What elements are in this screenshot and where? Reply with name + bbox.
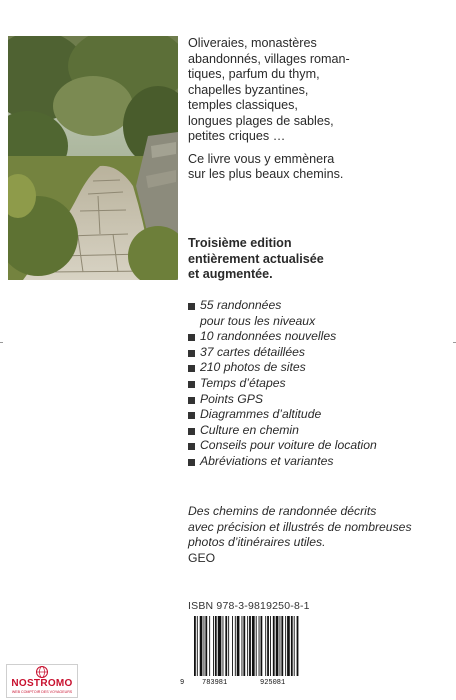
feature-item <box>188 438 450 454</box>
edition-heading <box>188 236 450 283</box>
feature-text: Conseils pour voiture de location <box>200 438 377 453</box>
text-line: Oliveraies, monastères <box>188 36 317 50</box>
text-line: tiques, parfum du thym, <box>188 67 320 81</box>
stone-path-photo <box>8 36 178 280</box>
feature-text: Culture en chemin <box>200 422 299 437</box>
edition-line: et augmentée. <box>188 267 273 281</box>
nostromo-logo[interactable] <box>6 664 78 698</box>
feature-text: 10 randonnées nouvelles <box>200 329 337 344</box>
text-line: abandonnés, villages roman- <box>188 51 350 66</box>
logo-tagline: WEB COMPTOIR DES VOYAGEURS <box>11 690 73 694</box>
feature-item <box>188 423 450 439</box>
barcode-first-digit: 9 <box>180 679 185 687</box>
feature-item <box>188 454 450 470</box>
square-bullet-icon <box>188 381 195 388</box>
text-line: temples classiques, <box>188 98 298 112</box>
quote-line: avec précision et illustrés de nombreuses <box>188 519 412 534</box>
feature-item <box>188 360 450 376</box>
feature-text: Diagrammes d’altitude <box>200 407 322 422</box>
square-bullet-icon <box>188 412 195 419</box>
feature-item <box>188 345 450 361</box>
features-list <box>188 298 450 470</box>
trim-mark-left <box>0 342 3 343</box>
feature-item <box>188 376 450 392</box>
text-line: sur les plus beaux chemins. <box>188 167 344 181</box>
square-bullet-icon <box>188 303 195 310</box>
text-line: longues plages de sables, <box>188 113 334 128</box>
feature-text: Points GPS <box>200 391 263 406</box>
barcode-bars <box>180 616 330 678</box>
feature-item <box>188 298 450 329</box>
square-bullet-icon <box>188 428 195 435</box>
feature-text: 55 randonnées <box>200 298 282 312</box>
text-line: chapelles byzantines, <box>188 82 309 97</box>
quote-line: Des chemins de randonnée décrits <box>188 504 377 518</box>
feature-text: 37 cartes détaillées <box>200 344 306 359</box>
press-quote <box>188 504 450 566</box>
feature-text: Abréviations et variantes <box>200 453 334 468</box>
globe-icon <box>35 665 49 678</box>
logo-name: NOSTROMO <box>11 678 73 689</box>
quote-source: GEO <box>188 550 216 565</box>
intro-text <box>188 36 450 190</box>
barcode <box>180 616 330 690</box>
feature-text: 210 photos de sites <box>200 360 306 375</box>
feature-subtext: pour tous les niveaux <box>200 313 316 328</box>
square-bullet-icon <box>188 443 195 450</box>
feature-item <box>188 329 450 345</box>
quote-line: photos d’itinéraires utiles. <box>188 535 326 550</box>
barcode-right-group: 925081 <box>260 679 286 687</box>
square-bullet-icon <box>188 350 195 357</box>
square-bullet-icon <box>188 334 195 341</box>
square-bullet-icon <box>188 397 195 404</box>
square-bullet-icon <box>188 365 195 372</box>
cover-photo <box>8 36 178 280</box>
intro-paragraph-2 <box>188 152 450 183</box>
feature-item <box>188 407 450 423</box>
text-line: Ce livre vous y emmènera <box>188 151 335 166</box>
feature-item <box>188 392 450 408</box>
feature-text: Temps d’étapes <box>200 375 286 390</box>
barcode-left-group: 783981 <box>202 679 228 687</box>
intro-paragraph-1 <box>188 36 450 145</box>
edition-line: entièrement actualisée <box>188 251 324 266</box>
isbn-text: ISBN 978-3-9819250-8-1 <box>188 600 310 612</box>
text-line: petites criques … <box>188 129 286 143</box>
square-bullet-icon <box>188 459 195 466</box>
edition-line: Troisième edition <box>188 236 292 250</box>
